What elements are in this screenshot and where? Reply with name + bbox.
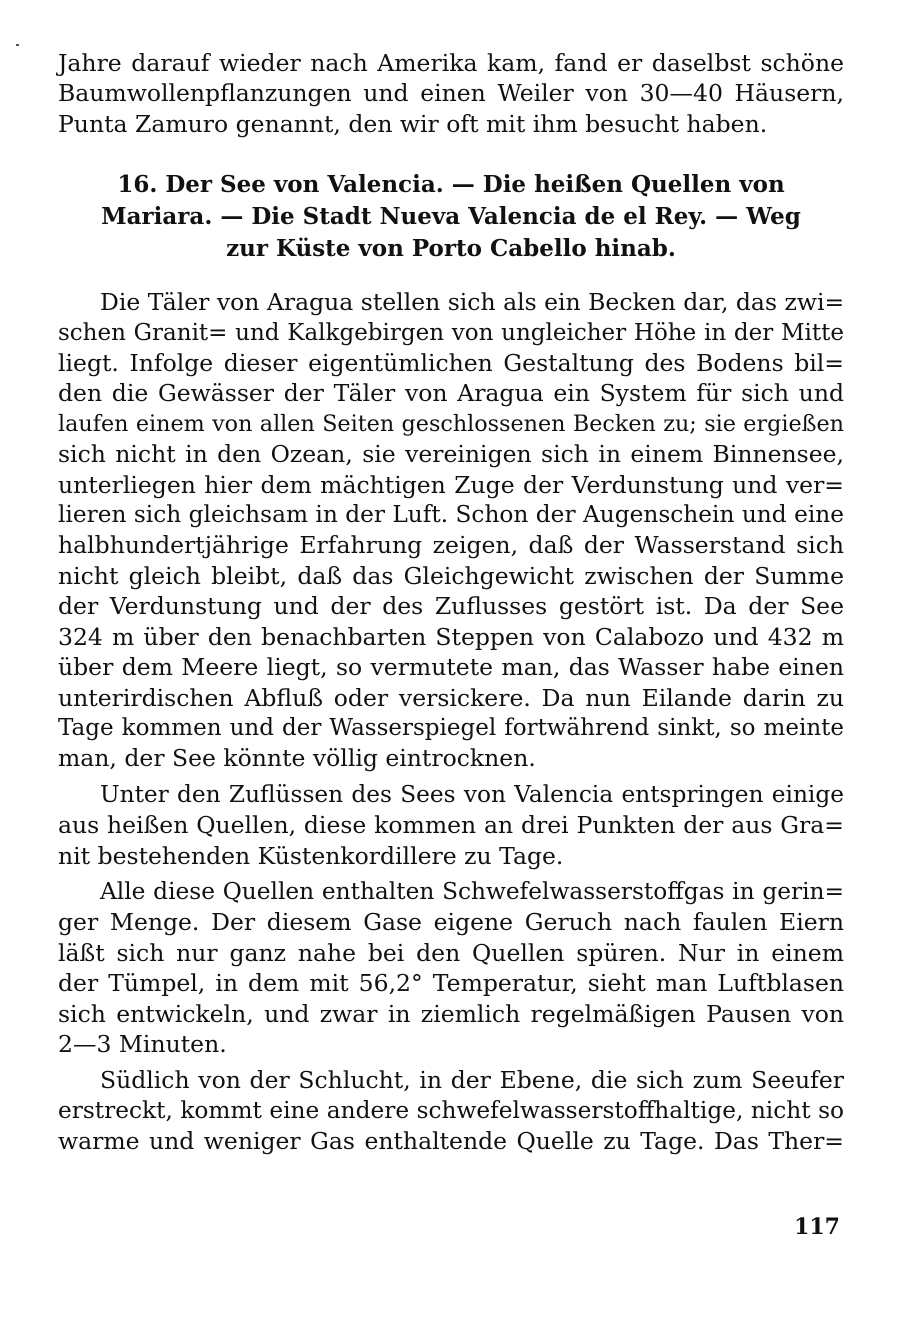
text-line: unterirdischen Abfluß oder versickere. Da nun Eilande darin zu: [58, 683, 844, 712]
text-line: läßt sich nur ganz nahe bei den Quellen spüren. Nur in einem: [58, 938, 844, 967]
text-line: nicht gleich bleibt, daß das Gleichgewicht zwischen der Summe: [58, 561, 844, 590]
print-speck: [16, 44, 19, 46]
body-paragraph: [58, 287, 844, 774]
text-line: über dem Meere liegt, so vermutete man, das Wasser habe einen: [58, 653, 844, 682]
text-line: aus heißen Quellen, diese kommen an drei Punkten der aus Gra=: [58, 811, 844, 840]
text-line: der Tümpel, in dem mit 56,2° Temperatur, sieht man Luftblasen: [58, 969, 844, 998]
body-paragraph: [58, 877, 844, 1059]
page-number: 117: [794, 1214, 840, 1240]
text-line: liegt. Infolge dieser eigentümlichen Gestaltung des Bodens bil=: [58, 349, 844, 378]
heading-line: 16. Der See von Valencia. — Die heißen Quellen von: [117, 171, 785, 199]
book-page: [58, 48, 844, 1157]
section-heading: [58, 169, 844, 265]
text-line: Alle diese Quellen enthalten Schwefelwasserstoffgas in gerin=: [100, 877, 844, 905]
text-line: warme und weniger Gas enthaltende Quelle zu Tage. Das Ther=: [58, 1127, 844, 1156]
text-line: sich entwickeln, und zwar in ziemlich regelmäßigen Pausen von: [58, 999, 844, 1028]
text-line: ger Menge. Der diesem Gase eigene Geruch nach faulen Eiern: [58, 908, 844, 937]
text-line: laufen einem von allen Seiten geschlossenen Becken zu; sie ergießen: [58, 410, 844, 437]
text-line: man, der See könnte völlig eintrocknen.: [58, 744, 536, 773]
text-line: erstreckt, kommt eine andere schwefelwasserstoffhaltige, nicht so: [58, 1096, 844, 1124]
text-line: 2—3 Minuten.: [58, 1029, 227, 1058]
text-line: Tage kommen und der Wasserspiegel fortwährend sinkt, so meinte: [58, 714, 844, 741]
text-line: Südlich von der Schlucht, in der Ebene, die sich zum Seeufer: [100, 1066, 844, 1095]
heading-line: Mariara. — Die Stadt Nueva Valencia de el Rey. — Weg: [101, 203, 801, 231]
text-line: sich nicht in den Ozean, sie vereinigen sich in einem Binnensee,: [58, 440, 844, 469]
body-paragraph: [58, 1065, 844, 1156]
text-line: unterliegen hier dem mächtigen Zuge der Verdunstung und ver=: [58, 470, 844, 499]
text-line: Unter den Zuflüssen des Sees von Valencia entspringen einige: [100, 780, 844, 808]
text-line: halbhundertjährige Erfahrung zeigen, daß der Wasserstand sich: [58, 531, 844, 560]
text-line: der Verdunstung und der des Zuflusses gestört ist. Da der See: [58, 592, 844, 621]
text-line: 324 m über den benachbarten Steppen von Calabozo und 432 m: [58, 622, 844, 651]
text-line: lieren sich gleichsam in der Luft. Schon der Augenschein und eine: [58, 501, 844, 529]
text-line: nit bestehenden Küstenkordillere zu Tage.: [58, 841, 564, 870]
text-line: Jahre darauf wieder nach Amerika kam, fand er daselbst schöne: [58, 49, 844, 77]
text-line: Punta Zamuro genannt, den wir oft mit ihm besucht haben.: [58, 109, 768, 138]
text-line: den die Gewässer der Täler von Aragua ein System für sich und: [58, 379, 844, 408]
text-line: Die Täler von Aragua stellen sich als ein Becken dar, das zwi=: [100, 288, 845, 317]
body-paragraph: [58, 780, 844, 871]
text-line: Baumwollenpflanzungen und einen Weiler von 30—40 Häusern,: [58, 79, 844, 108]
heading-line: zur Küste von Porto Cabello hinab.: [226, 235, 676, 263]
text-line: schen Granit= und Kalkgebirgen von ungleicher Höhe in der Mitte: [58, 319, 844, 346]
intro-paragraph: [58, 48, 844, 139]
